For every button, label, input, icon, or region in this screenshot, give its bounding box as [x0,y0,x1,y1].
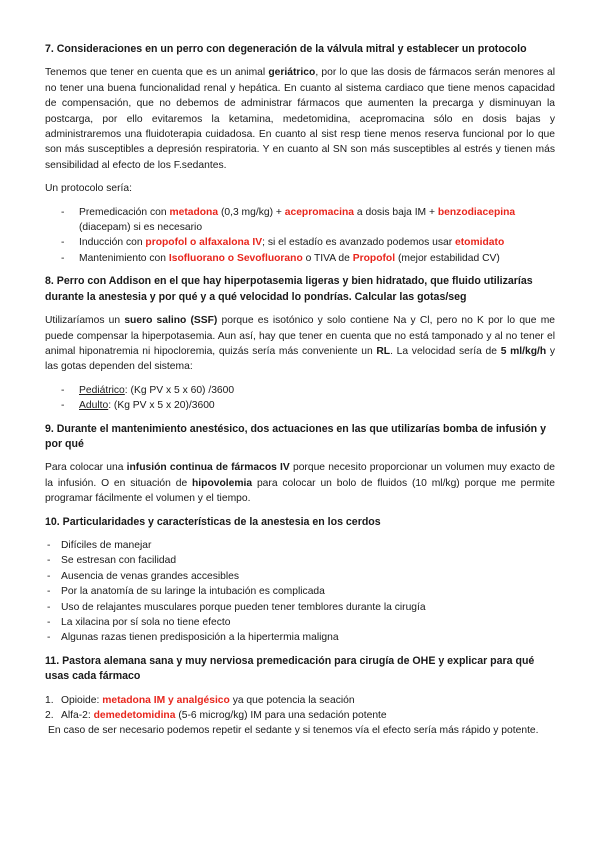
list-item: - Mantenimiento con Isofluorano o Sevofluorano o TIVA de Propofol (mejor estabilidad CV) [45,251,555,266]
list-item: - Ausencia de venas grandes accesibles [45,569,555,584]
question-11-title: 11. Pastora alemana sana y muy nerviosa premedicación para cirugía de OHE y explicar para qué usas cada fármaco [45,654,535,683]
question-10-title: 10. Particularidades y características de la anestesia en los cerdos [45,515,381,528]
list-item: - Se estresan con facilidad [45,553,555,568]
list-item: - Pediátrico: (Kg PV x 5 x 60) /3600 [45,383,555,398]
list-item: - La xilacina por sí sola no tiene efecto [45,615,555,630]
premedication-list [45,693,555,724]
list-item: - Algunas razas tienen predisposición a la hipertermia maligna [45,630,555,645]
list-item: - Uso de relajantes musculares porque pueden tener temblores durante la cirugía [45,600,555,615]
question-8-title: 8. Perro con Addison en el que hay hiperpotasemia ligeras y bien hidratado, que fluido utilizarías durante la anestesia y por qué y a qué velocidad lo pondrías. Calcular las gotas/seg [45,275,533,303]
list-item: 1. Opioide: metadona IM y analgésico ya que potencia la seación [45,694,355,706]
question-8-paragraph: Utilizaríamos un suero salino (SSF) porque es isotónico y solo contiene Na y Cl, pero no K por lo que me puede compensar la hiperpotasemia. Aun así, hay que tener en cuenta que no está tamponado y al no tener el animal hiponatremia ni hipocloremia, quizás sería más conveniente un RL. La velocidad sería de 5 ml/kg/h y las gotas dependen del sistema: [45,315,556,373]
protocol-intro: Un protocolo sería: [45,183,132,195]
question-7-paragraph: Tenemos que tener en cuenta que es un animal geriátrico, por lo que las dosis de fármacos serán menores al no tener una buena funcionalidad renal y hepática. En cuanto al sistema cardiaco que tiene menos capacidad de compensación, que no debemos de administrar fármacos que aumenten la precarga y disminuyan la postcarga, por ello evitaremos la ketamina, medetomidina, acepromacina sólo en dosis bajas y administraremos una fluidoterapia cuidadosa. En cuanto al sist resp tiene menos reserva funcional por lo que son más susceptibles a depresión respiratoria. Y en cuanto al SN son más susceptibles al estrés y tienen más sensibilidad al efecto de los F.sedantes. [45,67,555,171]
question-11-paragraph: En caso de ser necesario podemos repetir el sedante y si tenemos vía el efecto sería más rápido y potente. [48,725,539,737]
list-item: - Premedicación con metadona (0,3 mg/kg) + acepromacina a dosis baja IM + benzodiacepina (diacepam) si es necesario [45,205,555,236]
list-item: 2. Alfa-2: demedetomidina (5-6 microg/kg) IM para una sedación potente [45,710,387,722]
list-item: - Inducción con propofol o alfaxalona IV; si el estadío es avanzado podemos usar etomidato [45,235,555,250]
question-9-paragraph: Para colocar una infusión continua de fármacos IV porque necesito proporcionar un volumen muy exacto de la infusión. O en situación de hipovolemia para colocar un bolo de fluidos (10 ml/kg) porque me permite programar fácilmente el volumen y el tiempo. [45,462,555,505]
list-item: - Difíciles de manejar [45,538,555,553]
list-item: - Adulto: (Kg PV x 5 x 20)/3600 [45,398,555,413]
question-9-title: 9. Durante el mantenimiento anestésico, dos actuaciones en las que utilizarías bomba de infusión y por qué [45,422,546,450]
protocol-list [45,205,555,267]
drip-formula-list [45,383,555,414]
list-item: - Por la anatomía de su laringe la intubación es complicada [45,584,555,599]
question-7-title: 7. Consideraciones en un perro con degeneración de la válvula mitral y establecer un protocolo [45,43,527,55]
pig-anesthesia-list [45,538,555,646]
